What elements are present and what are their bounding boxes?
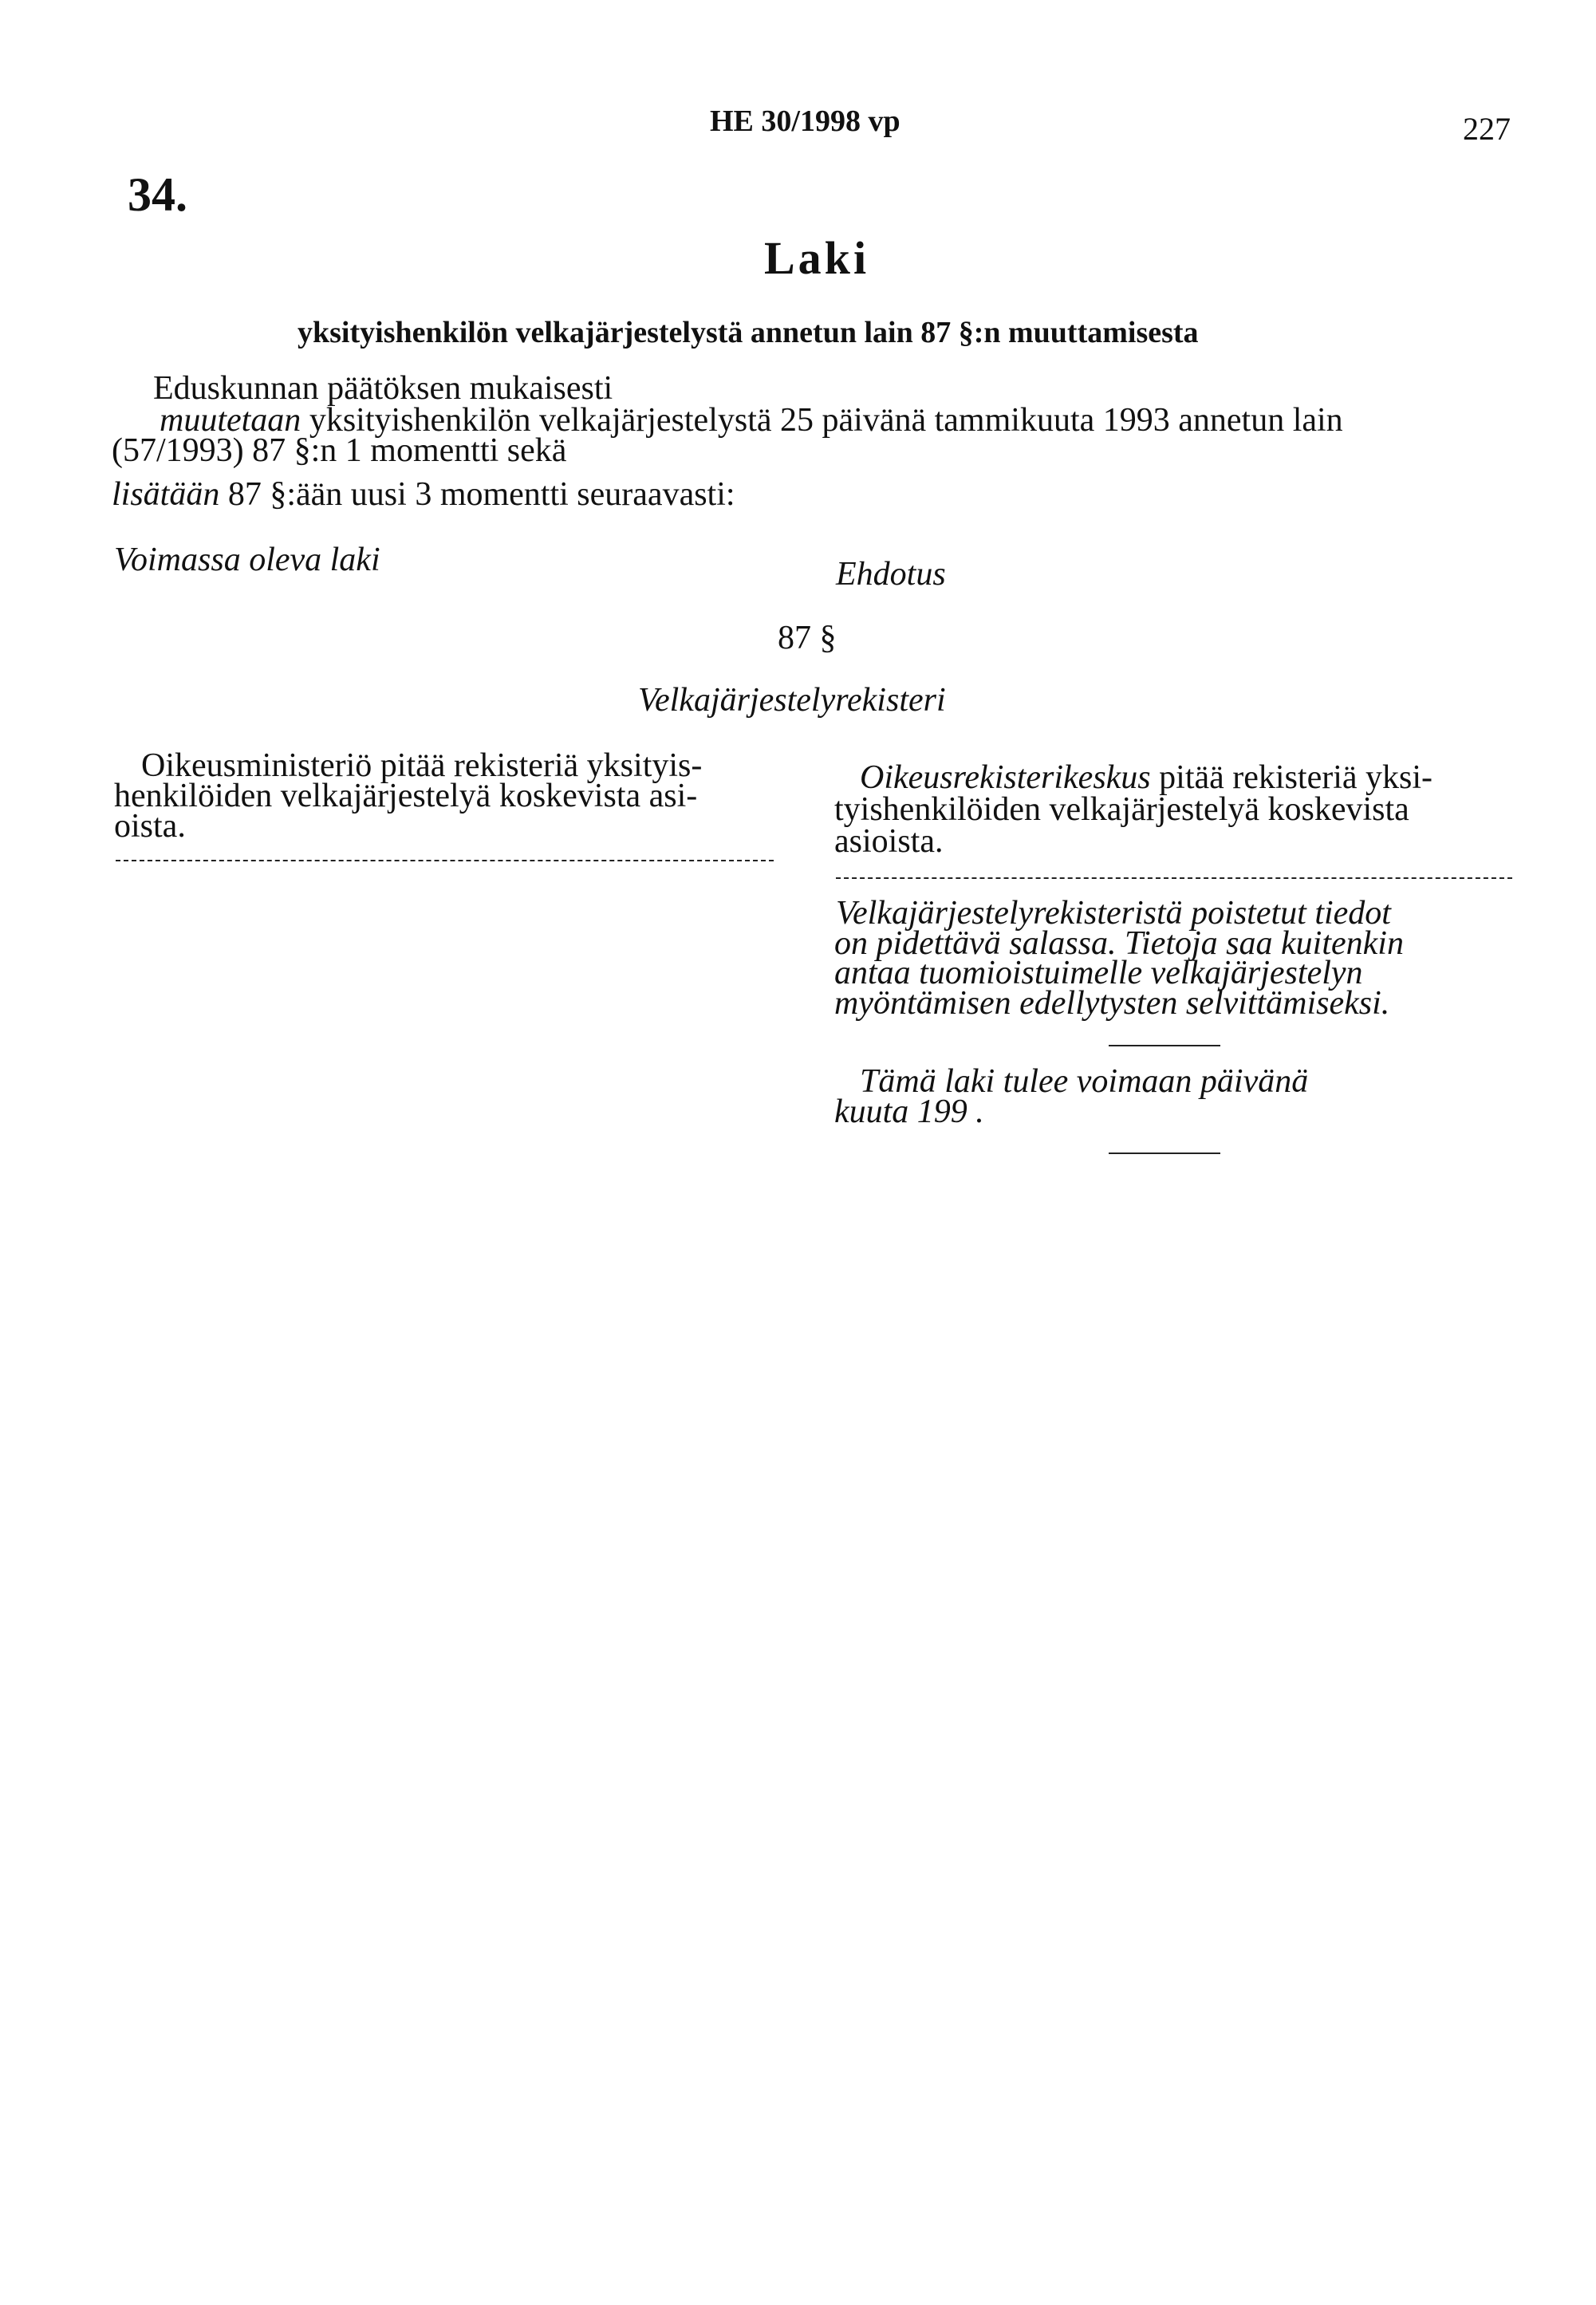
column-heading-current-law: Voimassa oleva laki bbox=[114, 542, 380, 578]
right-text-p2-line-4: myöntämisen edellytysten selvittämiseksi. bbox=[834, 985, 1390, 1022]
left-text-line-2: henkilöiden velkajärjestelyä koskevista asi- bbox=[114, 778, 698, 814]
right-text-p1-line-3: asioista. bbox=[834, 823, 944, 860]
right-text-p3-line-1: Tämä laki tulee voimaan päivänä bbox=[860, 1063, 1309, 1100]
preamble-line-4-text: 87 §:ään uusi 3 momentti seuraavasti: bbox=[227, 476, 735, 513]
right-text-p1-line-1-rest: pitää rekisteriä yksi- bbox=[1159, 759, 1433, 796]
right-text-p1-line-1 bbox=[860, 759, 1433, 796]
page-number: 227 bbox=[1463, 111, 1511, 147]
preamble-line-1: Eduskunnan päätöksen mukaisesti bbox=[153, 370, 613, 407]
right-text-p3-line-2: kuuta 199 . bbox=[834, 1093, 984, 1130]
paragraph-heading: Velkajärjestelyrekisteri bbox=[638, 682, 946, 719]
preamble-line-2-text: yksityishenkilön velkajärjestelystä 25 päivänä tammikuuta 1993 annetun lain bbox=[309, 402, 1343, 439]
preamble-line-4 bbox=[112, 476, 735, 513]
preamble-verb-lisataan: lisätään bbox=[112, 476, 220, 513]
column-heading-proposal: Ehdotus bbox=[836, 556, 946, 593]
law-title: Laki bbox=[764, 232, 870, 284]
right-text-p1-line-2: tyishenkilöiden velkajärjestelyä koskevista bbox=[834, 791, 1409, 828]
section-number: 34. bbox=[128, 168, 187, 221]
preamble-line-2 bbox=[160, 402, 1343, 439]
law-subtitle: yksityishenkilön velkajärjestelystä annetun lain 87 §:n muuttamisesta bbox=[298, 316, 1199, 349]
separator-rule-1 bbox=[1109, 1045, 1220, 1046]
right-column-omission-line bbox=[836, 877, 1512, 879]
right-text-p2-line-3: antaa tuomioistuimelle velkajärjestelyn bbox=[834, 955, 1363, 991]
separator-rule-2 bbox=[1109, 1152, 1220, 1154]
preamble-line-3: (57/1993) 87 §:n 1 momentti sekä bbox=[112, 432, 567, 469]
left-text-line-1: Oikeusministeriö pitää rekisteriä yksityis- bbox=[141, 747, 703, 784]
right-text-p2-line-2: on pidettävä salassa. Tietoja saa kuitenkin bbox=[834, 925, 1404, 962]
left-column-omission-line bbox=[116, 860, 774, 861]
paragraph-number: 87 § bbox=[778, 620, 837, 656]
preamble-verb-muutetaan: muutetaan bbox=[160, 402, 301, 439]
right-text-agency-name: Oikeusrekisterikeskus bbox=[860, 759, 1151, 796]
running-title: HE 30/1998 vp bbox=[710, 104, 900, 138]
left-text-line-3: oista. bbox=[114, 808, 186, 845]
right-text-p2-line-1: Velkajärjestelyrekisteristä poistetut tiedot bbox=[836, 895, 1391, 932]
